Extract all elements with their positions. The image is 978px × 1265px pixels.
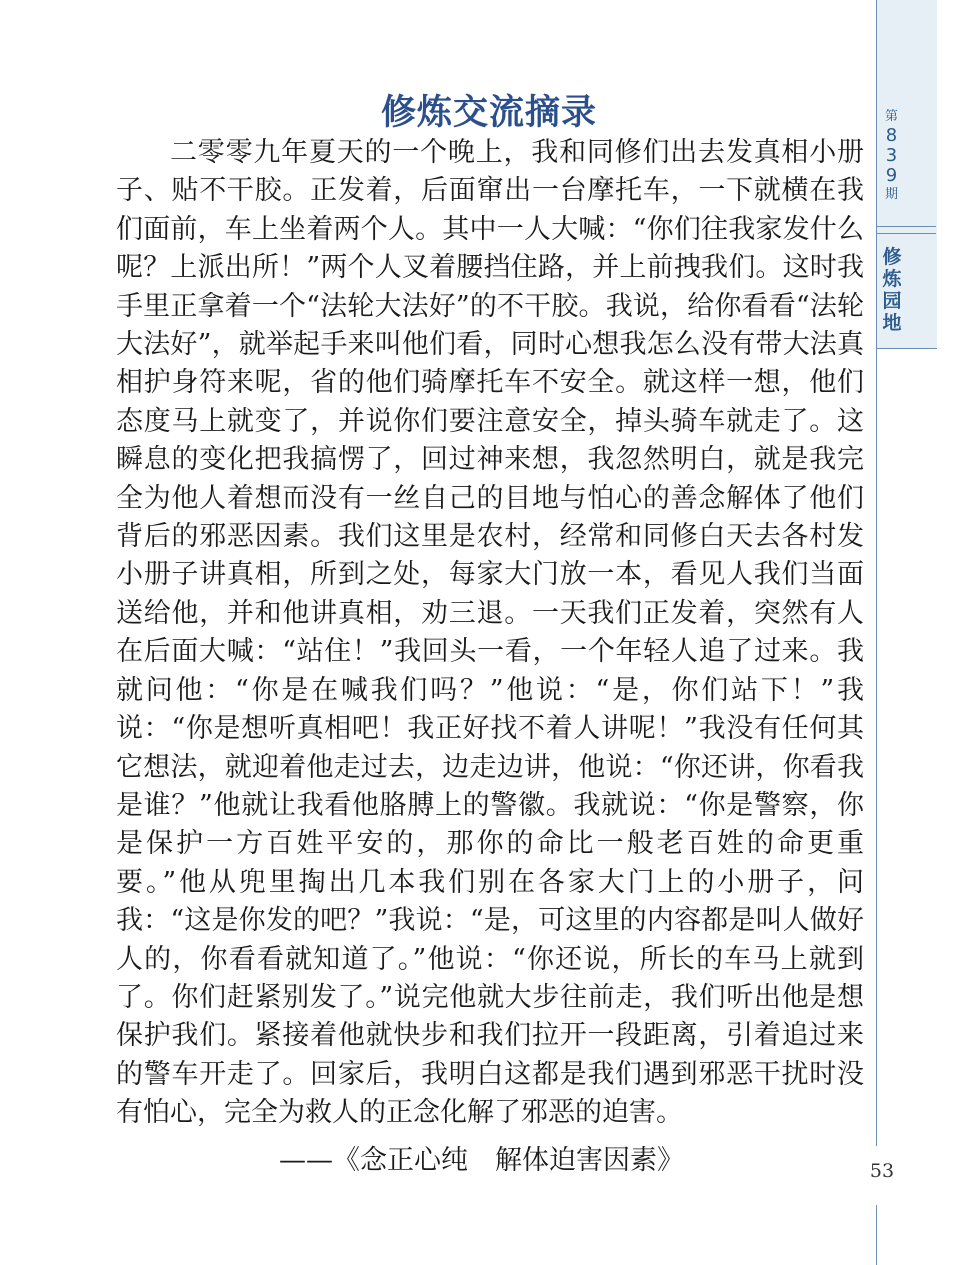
side-rule	[876, 348, 877, 1146]
issue-digit: 9	[885, 165, 898, 186]
issue-suffix: 期	[884, 187, 898, 202]
column-char: 园	[882, 290, 902, 312]
band-divider	[877, 226, 936, 234]
article-body: 二零零九年夏天的一个晚上，我和同修们出去发真相小册子、贴不干胶。正发着，后面窜出一台摩托车，一下就横在我们面前，车上坐着两个人。其中一人大喊：“你们往我家发什么呢？上派出所！”两个人叉着腰挡住路，并上前拽我们。这时我手里正拿着一个“法轮大法好”的不干胶。我说，给你看看“法轮大法好”，就举起手来叫他们看，同时心想我怎么没有带大法真相护身符来呢，省的他们骑摩托车不安全。就这样一想，他们态度马上就变了，并说你们要注意安全，掉头骑车就走了。这瞬息的变化把我搞愣了，回过神来想，我忽然明白，就是我完全为他人着想而没有一丝自己的目地与怕心的善念解体了他们背后的邪恶因素。我们这里是农村，经常和同修白天去各村发小册子讲真相，所到之处，每家大门放一本，看见人我们当面送给他，并和他讲真相，劝三退。一天我们正发着，突然有人在后面大喊：“站住！”我回头一看，一个年轻人追了过来。我就问他：“你是在喊我们吗？”他说：“是，你们站下！”我说：“你是想听真相吧！我正好找不着人讲呢！”我没有任何其它想法，就迎着他走过去，边走边讲，他说：“你还讲，你看我是谁？”他就让我看他胳膊上的警徽。我就说：“你是警察，你是保护一方百姓平安的，那你的命比一般老百姓的命更重要。”他从兜里掏出几本我们别在各家大门上的小册子，问我：“这是你发的吧？”我说：“是，可这里的内容都是叫人做好人的，你看看就知道了。”他说：“你还说，所长的车马上就到了。你们赶紧别发了。”说完他就大步往前走，我们听出他是想保护我们。紧接着他就快步和我们拉开一段距离，引着追过来的警车开走了。回家后，我明白这都是我们遇到邪恶干扰时没有怕心，完全为救人的正念化解了邪恶的迫害。	[116, 137, 864, 1129]
column-char: 地	[882, 312, 902, 334]
page-number: 53	[869, 1160, 895, 1182]
issue-digit: 3	[885, 145, 898, 166]
column-char: 炼	[882, 268, 902, 290]
issue-digit: 8	[885, 125, 898, 146]
article-source: ——《念正心纯 解体迫害因素》	[279, 1145, 684, 1176]
column-name	[880, 246, 904, 334]
side-rule-bottom	[876, 1205, 877, 1265]
article-title: 修炼交流摘录	[380, 93, 597, 134]
issue-number	[877, 108, 936, 226]
issue-prefix: 第	[884, 109, 898, 124]
column-char: 修	[882, 246, 902, 268]
